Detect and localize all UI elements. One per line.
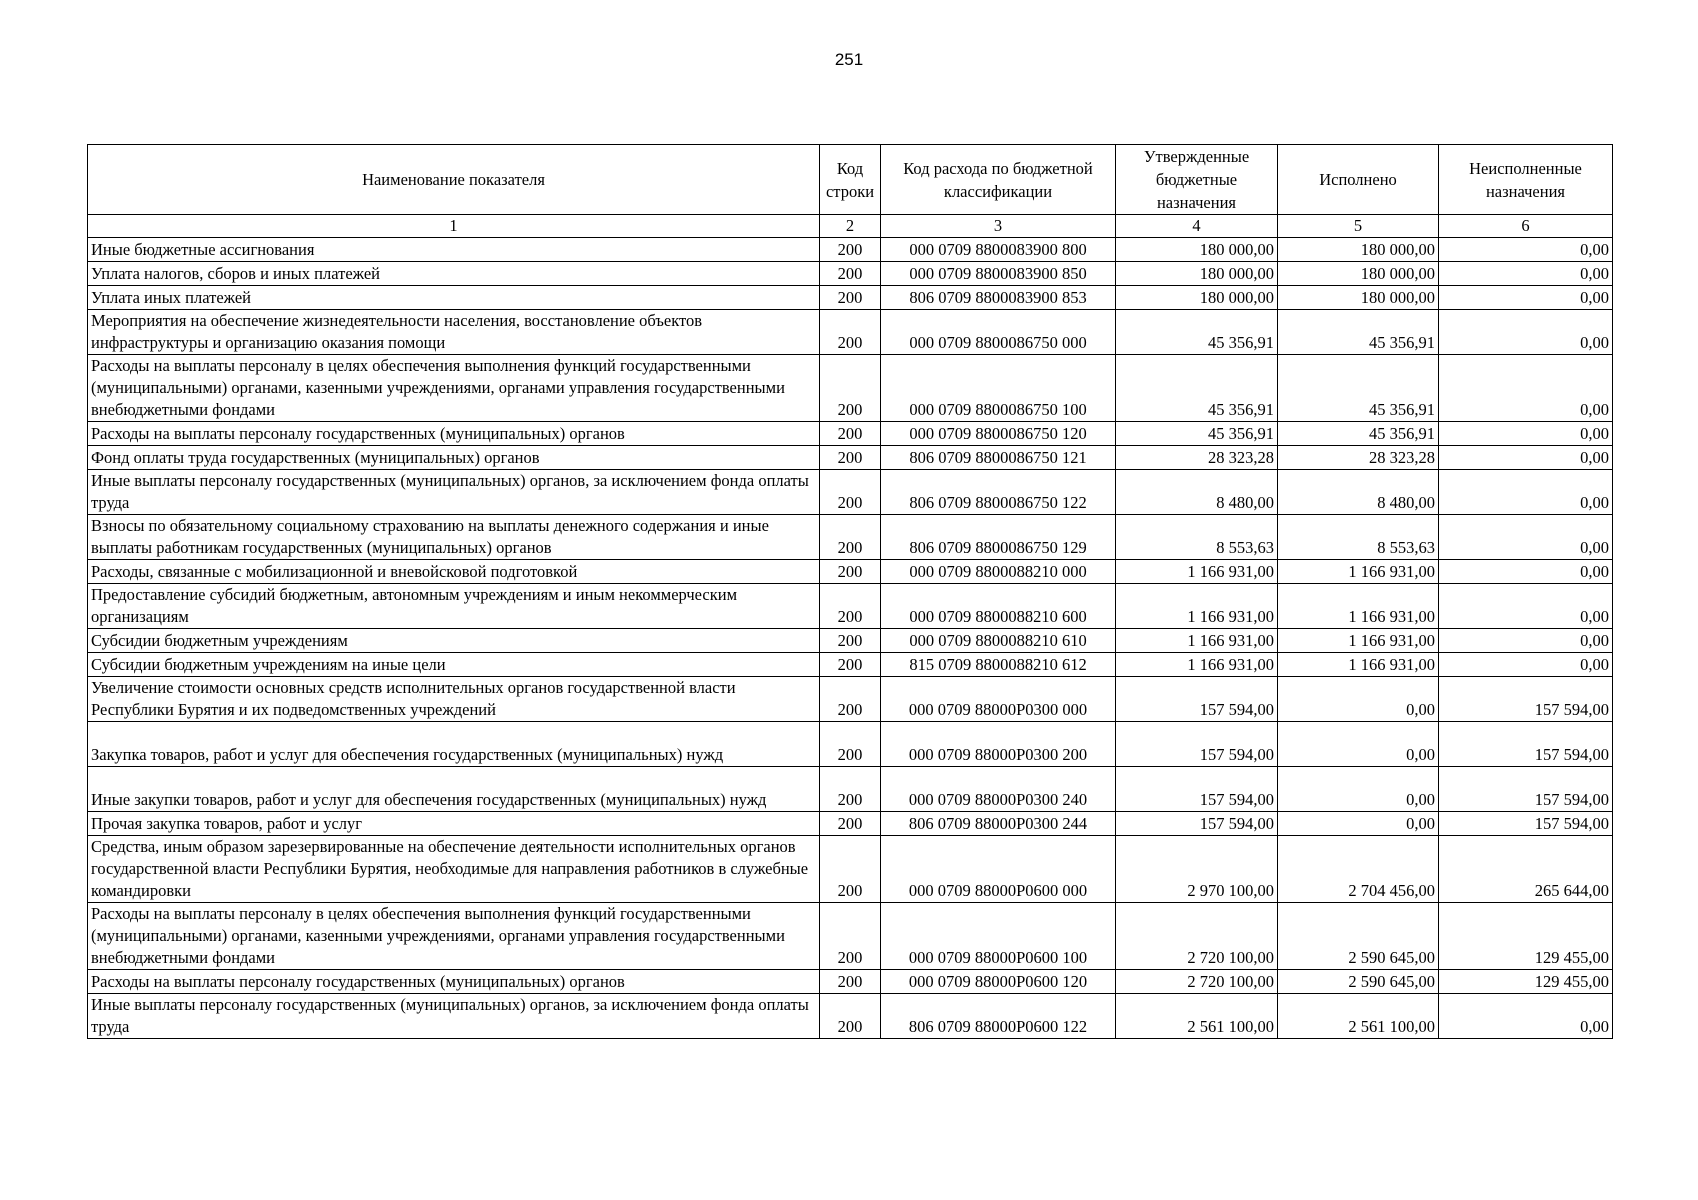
cell-executed: 2 590 645,00 (1278, 970, 1439, 994)
column-number: 3 (881, 215, 1116, 238)
column-number: 6 (1439, 215, 1613, 238)
cell-approved: 2 720 100,00 (1116, 970, 1278, 994)
table-row (88, 238, 1613, 262)
header-unexecuted: Неисполненные назначения (1439, 145, 1613, 215)
cell-unexecuted: 0,00 (1439, 262, 1613, 286)
cell-line-code: 200 (820, 446, 881, 470)
cell-indicator-name: Расходы на выплаты персоналу в целях обеспечения выполнения функций государственными (муниципальными) органами, казенными учреждениями, органами управления государственными внебюджетными фондами (88, 903, 820, 970)
cell-approved: 45 356,91 (1116, 422, 1278, 446)
cell-unexecuted: 0,00 (1439, 310, 1613, 355)
cell-line-code: 200 (820, 836, 881, 903)
cell-line-code: 200 (820, 470, 881, 515)
cell-approved: 28 323,28 (1116, 446, 1278, 470)
cell-indicator-name: Уплата налогов, сборов и иных платежей (88, 262, 820, 286)
cell-indicator-name: Мероприятия на обеспечение жизнедеятельности населения, восстановление объектов инфраструктуры и организацию оказания помощи (88, 310, 820, 355)
cell-executed: 180 000,00 (1278, 238, 1439, 262)
table-row (88, 767, 1613, 812)
cell-line-code: 200 (820, 560, 881, 584)
cell-unexecuted: 0,00 (1439, 629, 1613, 653)
cell-expense-code: 000 0709 8800083900 800 (881, 238, 1116, 262)
cell-unexecuted: 0,00 (1439, 286, 1613, 310)
cell-expense-code: 815 0709 8800088210 612 (881, 653, 1116, 677)
cell-expense-code: 806 0709 8800083900 853 (881, 286, 1116, 310)
table-row (88, 446, 1613, 470)
cell-indicator-name: Фонд оплаты труда государственных (муниципальных) органов (88, 446, 820, 470)
column-number-row (88, 215, 1613, 238)
cell-expense-code: 806 0709 88000Р0300 244 (881, 812, 1116, 836)
cell-unexecuted: 0,00 (1439, 994, 1613, 1039)
cell-unexecuted: 0,00 (1439, 355, 1613, 422)
cell-line-code: 200 (820, 722, 881, 767)
cell-line-code: 200 (820, 677, 881, 722)
cell-line-code: 200 (820, 970, 881, 994)
cell-unexecuted: 157 594,00 (1439, 767, 1613, 812)
cell-unexecuted: 157 594,00 (1439, 677, 1613, 722)
cell-expense-code: 000 0709 8800086750 000 (881, 310, 1116, 355)
column-number: 4 (1116, 215, 1278, 238)
cell-indicator-name: Иные выплаты персоналу государственных (муниципальных) органов, за исключением фонда оплаты труда (88, 994, 820, 1039)
cell-indicator-name: Средства, иным образом зарезервированные на обеспечение деятельности исполнительных органов государственной власти Республики Бурятия, необходимые для направления работников в служебные командировки (88, 836, 820, 903)
cell-unexecuted: 0,00 (1439, 560, 1613, 584)
cell-executed: 2 561 100,00 (1278, 994, 1439, 1039)
cell-line-code: 200 (820, 767, 881, 812)
cell-approved: 45 356,91 (1116, 355, 1278, 422)
cell-expense-code: 000 0709 8800086750 120 (881, 422, 1116, 446)
cell-expense-code: 806 0709 8800086750 122 (881, 470, 1116, 515)
cell-line-code: 200 (820, 515, 881, 560)
table-row (88, 584, 1613, 629)
table-row (88, 812, 1613, 836)
cell-approved: 1 166 931,00 (1116, 629, 1278, 653)
table-row (88, 722, 1613, 767)
cell-line-code: 200 (820, 994, 881, 1039)
cell-approved: 180 000,00 (1116, 286, 1278, 310)
cell-expense-code: 000 0709 8800083900 850 (881, 262, 1116, 286)
cell-expense-code: 806 0709 8800086750 129 (881, 515, 1116, 560)
cell-unexecuted: 265 644,00 (1439, 836, 1613, 903)
cell-executed: 180 000,00 (1278, 286, 1439, 310)
table-row (88, 994, 1613, 1039)
header-indicator-name: Наименование показателя (88, 145, 820, 215)
cell-approved: 2 561 100,00 (1116, 994, 1278, 1039)
cell-indicator-name: Иные бюджетные ассигнования (88, 238, 820, 262)
cell-expense-code: 806 0709 8800086750 121 (881, 446, 1116, 470)
cell-unexecuted: 0,00 (1439, 446, 1613, 470)
cell-expense-code: 000 0709 8800086750 100 (881, 355, 1116, 422)
cell-unexecuted: 0,00 (1439, 470, 1613, 515)
table-row (88, 836, 1613, 903)
cell-indicator-name: Расходы, связанные с мобилизационной и вневойсковой подготовкой (88, 560, 820, 584)
cell-expense-code: 000 0709 8800088210 600 (881, 584, 1116, 629)
cell-unexecuted: 157 594,00 (1439, 722, 1613, 767)
table-row (88, 262, 1613, 286)
cell-executed: 1 166 931,00 (1278, 653, 1439, 677)
cell-approved: 1 166 931,00 (1116, 584, 1278, 629)
cell-approved: 8 553,63 (1116, 515, 1278, 560)
table-row (88, 310, 1613, 355)
cell-line-code: 200 (820, 812, 881, 836)
cell-approved: 180 000,00 (1116, 238, 1278, 262)
table-row (88, 470, 1613, 515)
cell-expense-code: 000 0709 88000Р0300 000 (881, 677, 1116, 722)
table-row (88, 629, 1613, 653)
cell-unexecuted: 0,00 (1439, 422, 1613, 446)
table-row (88, 677, 1613, 722)
cell-indicator-name: Увеличение стоимости основных средств исполнительных органов государственной власти Республики Бурятия и их подведомственных учреждений (88, 677, 820, 722)
cell-unexecuted: 157 594,00 (1439, 812, 1613, 836)
cell-line-code: 200 (820, 629, 881, 653)
cell-indicator-name: Прочая закупка товаров, работ и услуг (88, 812, 820, 836)
header-approved: Утвержденные бюджетные назначения (1116, 145, 1278, 215)
column-number: 5 (1278, 215, 1439, 238)
cell-executed: 45 356,91 (1278, 422, 1439, 446)
cell-approved: 157 594,00 (1116, 767, 1278, 812)
cell-expense-code: 000 0709 88000Р0600 000 (881, 836, 1116, 903)
cell-indicator-name: Расходы на выплаты персоналу государственных (муниципальных) органов (88, 970, 820, 994)
cell-executed: 0,00 (1278, 812, 1439, 836)
table-row (88, 355, 1613, 422)
cell-executed: 1 166 931,00 (1278, 584, 1439, 629)
cell-approved: 157 594,00 (1116, 722, 1278, 767)
cell-line-code: 200 (820, 584, 881, 629)
cell-expense-code: 000 0709 8800088210 610 (881, 629, 1116, 653)
cell-approved: 2 720 100,00 (1116, 903, 1278, 970)
budget-execution-table (87, 144, 1613, 1039)
cell-executed: 1 166 931,00 (1278, 629, 1439, 653)
cell-executed: 2 704 456,00 (1278, 836, 1439, 903)
cell-expense-code: 000 0709 88000Р0300 200 (881, 722, 1116, 767)
cell-line-code: 200 (820, 262, 881, 286)
cell-executed: 28 323,28 (1278, 446, 1439, 470)
header-expense-code: Код расхода по бюджетной классификации (881, 145, 1116, 215)
cell-indicator-name: Расходы на выплаты персоналу в целях обеспечения выполнения функций государственными (муниципальными) органами, казенными учреждениями, органами управления государственными внебюджетными фондами (88, 355, 820, 422)
cell-approved: 1 166 931,00 (1116, 560, 1278, 584)
cell-line-code: 200 (820, 355, 881, 422)
cell-approved: 45 356,91 (1116, 310, 1278, 355)
cell-indicator-name: Иные выплаты персоналу государственных (муниципальных) органов, за исключением фонда оплаты труда (88, 470, 820, 515)
cell-indicator-name: Уплата иных платежей (88, 286, 820, 310)
header-executed: Исполнено (1278, 145, 1439, 215)
cell-executed: 8 553,63 (1278, 515, 1439, 560)
cell-unexecuted: 0,00 (1439, 238, 1613, 262)
cell-indicator-name: Субсидии бюджетным учреждениям (88, 629, 820, 653)
table-row (88, 970, 1613, 994)
cell-expense-code: 000 0709 88000Р0300 240 (881, 767, 1116, 812)
page-number: 251 (834, 50, 864, 69)
cell-unexecuted: 0,00 (1439, 653, 1613, 677)
table-row (88, 903, 1613, 970)
cell-unexecuted: 0,00 (1439, 515, 1613, 560)
table-row (88, 286, 1613, 310)
table-header-row (88, 145, 1613, 215)
cell-approved: 2 970 100,00 (1116, 836, 1278, 903)
cell-executed: 1 166 931,00 (1278, 560, 1439, 584)
cell-expense-code: 000 0709 88000Р0600 120 (881, 970, 1116, 994)
cell-executed: 0,00 (1278, 677, 1439, 722)
cell-executed: 45 356,91 (1278, 310, 1439, 355)
cell-indicator-name: Субсидии бюджетным учреждениям на иные цели (88, 653, 820, 677)
table-body (88, 238, 1613, 1039)
cell-approved: 1 166 931,00 (1116, 653, 1278, 677)
cell-executed: 180 000,00 (1278, 262, 1439, 286)
column-number: 2 (820, 215, 881, 238)
cell-line-code: 200 (820, 653, 881, 677)
cell-unexecuted: 129 455,00 (1439, 970, 1613, 994)
cell-indicator-name: Иные закупки товаров, работ и услуг для обеспечения государственных (муниципальных) нужд (88, 767, 820, 812)
cell-indicator-name: Расходы на выплаты персоналу государственных (муниципальных) органов (88, 422, 820, 446)
cell-line-code: 200 (820, 903, 881, 970)
cell-indicator-name: Закупка товаров, работ и услуг для обеспечения государственных (муниципальных) нужд (88, 722, 820, 767)
cell-line-code: 200 (820, 238, 881, 262)
cell-indicator-name: Взносы по обязательному социальному страхованию на выплаты денежного содержания и иные выплаты работникам государственных (муниципальных) органов (88, 515, 820, 560)
cell-executed: 2 590 645,00 (1278, 903, 1439, 970)
cell-executed: 8 480,00 (1278, 470, 1439, 515)
cell-indicator-name: Предоставление субсидий бюджетным, автономным учреждениям и иным некоммерческим организациям (88, 584, 820, 629)
cell-approved: 157 594,00 (1116, 812, 1278, 836)
table-row (88, 422, 1613, 446)
cell-expense-code: 806 0709 88000Р0600 122 (881, 994, 1116, 1039)
cell-unexecuted: 0,00 (1439, 584, 1613, 629)
cell-executed: 0,00 (1278, 722, 1439, 767)
cell-approved: 180 000,00 (1116, 262, 1278, 286)
cell-executed: 0,00 (1278, 767, 1439, 812)
column-number: 1 (88, 215, 820, 238)
cell-line-code: 200 (820, 286, 881, 310)
cell-approved: 8 480,00 (1116, 470, 1278, 515)
table-row (88, 653, 1613, 677)
cell-approved: 157 594,00 (1116, 677, 1278, 722)
table-row (88, 560, 1613, 584)
cell-line-code: 200 (820, 310, 881, 355)
cell-expense-code: 000 0709 8800088210 000 (881, 560, 1116, 584)
header-line-code: Код строки (820, 145, 881, 215)
cell-unexecuted: 129 455,00 (1439, 903, 1613, 970)
cell-expense-code: 000 0709 88000Р0600 100 (881, 903, 1116, 970)
cell-executed: 45 356,91 (1278, 355, 1439, 422)
table-row (88, 515, 1613, 560)
cell-line-code: 200 (820, 422, 881, 446)
